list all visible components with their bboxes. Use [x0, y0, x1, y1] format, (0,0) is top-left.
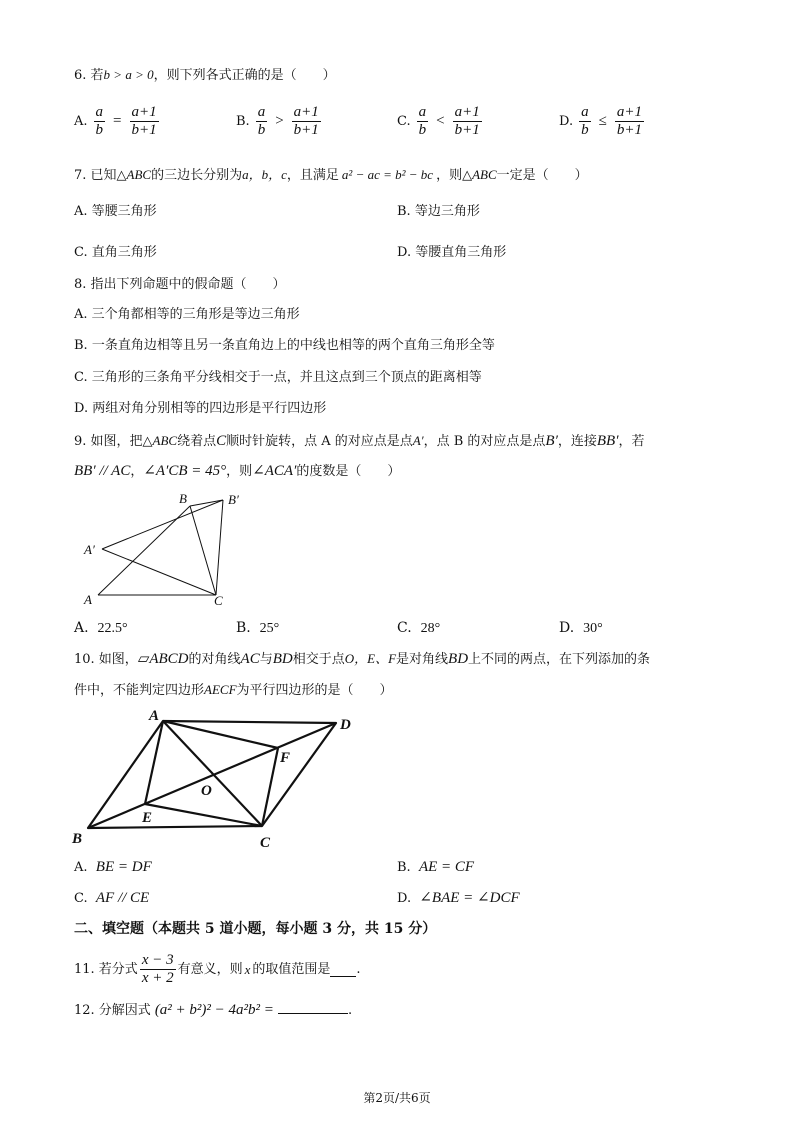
label-b-prime: B′ — [228, 492, 239, 507]
q10-figure — [68, 704, 368, 854]
q10-stem-line1: 10. 如图，▱ABCD的对角线AC与BD相交于点O，E、F是对角线BD上不同的两点，在下列添加的条 — [74, 651, 651, 667]
q10-option-b[interactable]: B. AE = CF — [397, 859, 475, 875]
q7-option-c[interactable]: C. 直角三角形 — [74, 245, 157, 260]
relation: ≤ — [598, 113, 607, 129]
label-c: C — [260, 835, 271, 851]
q8-option-d[interactable]: D. 两组对角分别相等的四边形是平行四边形 — [74, 401, 327, 416]
line-bp-c — [216, 500, 223, 595]
page-number: 第2页/共6页 — [363, 1091, 431, 1105]
q12: 12. 分解因式 (a² + b²)² − 4a²b² = . — [74, 1002, 353, 1018]
q9-option-c[interactable]: C. 28° — [397, 620, 441, 636]
fraction: $\frac{a+1}{b+1}$ — [131, 104, 157, 138]
q11: 11. 若分式 $\frac{x - 3}{x + 2}$ 有意义，则 x 的取值范围是 . — [74, 952, 361, 986]
line-b-bp — [190, 500, 223, 506]
option-label: D. — [559, 114, 574, 129]
q7-stem: 7. 已知△ABC的三边长分别为a，b，c，且满足 a² − ac = b² − bc ，则△ABC一定是（ ） — [74, 167, 588, 183]
q6-stem-text: 6. 若 — [74, 68, 104, 83]
label-e: E — [142, 810, 153, 826]
fraction: $\frac{a}{b}$ — [418, 104, 427, 138]
q6-stem — [74, 66, 336, 85]
label-d: D — [340, 717, 351, 733]
label-o: O — [201, 783, 212, 799]
label-b: B — [179, 491, 187, 506]
relation: > — [275, 113, 284, 129]
line-b-c — [190, 506, 216, 595]
q9-stem-line2: BB′ // AC，∠A′CB = 45°，则∠ACA′的度数是（ ） — [74, 463, 401, 479]
label-b: B — [72, 831, 83, 847]
q10-option-d[interactable]: D. ∠BAE = ∠DCF — [397, 890, 520, 906]
option-label: A. — [74, 114, 88, 129]
line-ap-bp — [102, 500, 223, 549]
triangle-abc: △ABC — [116, 167, 152, 182]
fraction: $\frac{a}{b}$ — [581, 104, 589, 138]
q10-option-c[interactable]: C. AF // CE — [74, 890, 150, 906]
relation: = — [113, 113, 122, 129]
answer-blank[interactable] — [278, 1000, 348, 1014]
fraction: $\frac{a+1}{b+1}$ — [454, 104, 480, 138]
answer-blank[interactable] — [330, 963, 356, 977]
q6-option-b[interactable] — [236, 104, 323, 139]
triangle-abc: △ABC — [462, 167, 497, 182]
q9-option-d[interactable]: D. 30° — [559, 620, 603, 636]
q8-option-b[interactable]: B. 一条直角边相等且另一条直角边上的中线也相等的两个直角三角形全等 — [74, 338, 495, 353]
q6-condition: b > a > 0 — [103, 67, 154, 82]
side-names: a，b，c — [242, 167, 287, 182]
q8-stem: 8. 指出下列命题中的假命题（ ） — [74, 277, 286, 292]
label-a: A — [84, 592, 92, 607]
q9-option-a[interactable]: A. 22.5° — [74, 620, 128, 636]
label-c: C — [214, 593, 223, 608]
q7-option-b[interactable]: B. 等边三角形 — [397, 204, 480, 219]
label-a: A — [149, 708, 160, 724]
segment-af — [163, 721, 278, 748]
q7-equation: a² − ac = b² − bc — [341, 167, 434, 182]
line-ap-c — [102, 549, 216, 595]
q7-option-a[interactable]: A. 等腰三角形 — [74, 204, 157, 219]
q9-figure — [78, 488, 258, 608]
fraction: $\frac{a+1}{b+1}$ — [616, 104, 642, 138]
q9-option-b[interactable]: B. 25° — [236, 620, 280, 636]
q7-option-d[interactable]: D. 等腰直角三角形 — [397, 245, 507, 260]
q6-stem-tail: ，则下列各式正确的是（ ） — [153, 68, 336, 83]
option-label: C. — [397, 114, 411, 129]
label-f: F — [280, 750, 291, 766]
option-label: B. — [236, 114, 250, 129]
fraction: $\frac{x - 3}{x + 2}$ — [141, 952, 174, 986]
q6-option-a[interactable] — [74, 104, 161, 139]
q6-option-c[interactable] — [397, 104, 484, 139]
fraction: $\frac{a}{b}$ — [95, 104, 104, 138]
q10-option-a[interactable]: A. BE = DF — [74, 859, 152, 875]
relation: < — [436, 113, 445, 129]
label-a-prime: A′ — [84, 542, 95, 557]
section-title: 二、填空题（本题共 5 道小题，每小题 3 分，共 15 分） — [74, 921, 437, 937]
fraction: $\frac{a+1}{b+1}$ — [293, 104, 319, 138]
q8-option-a[interactable]: A. 三个角都相等的三角形是等边三角形 — [74, 307, 300, 322]
q8-option-c[interactable]: C. 三角形的三条角平分线相交于一点，并且这点到三个顶点的距离相等 — [74, 370, 482, 385]
q6-option-d[interactable] — [559, 104, 646, 139]
fraction: $\frac{a}{b}$ — [257, 104, 266, 138]
q9-stem-line1: 9. 如图，把△ABC绕着点C顺时针旋转，点 A 的对应点是点A′，点 B 的对应点是点B′，连接BB′，若 — [74, 433, 645, 449]
q10-stem-line2: 件中，不能判定四边形AECF为平行四边形的是（ ） — [74, 682, 393, 698]
